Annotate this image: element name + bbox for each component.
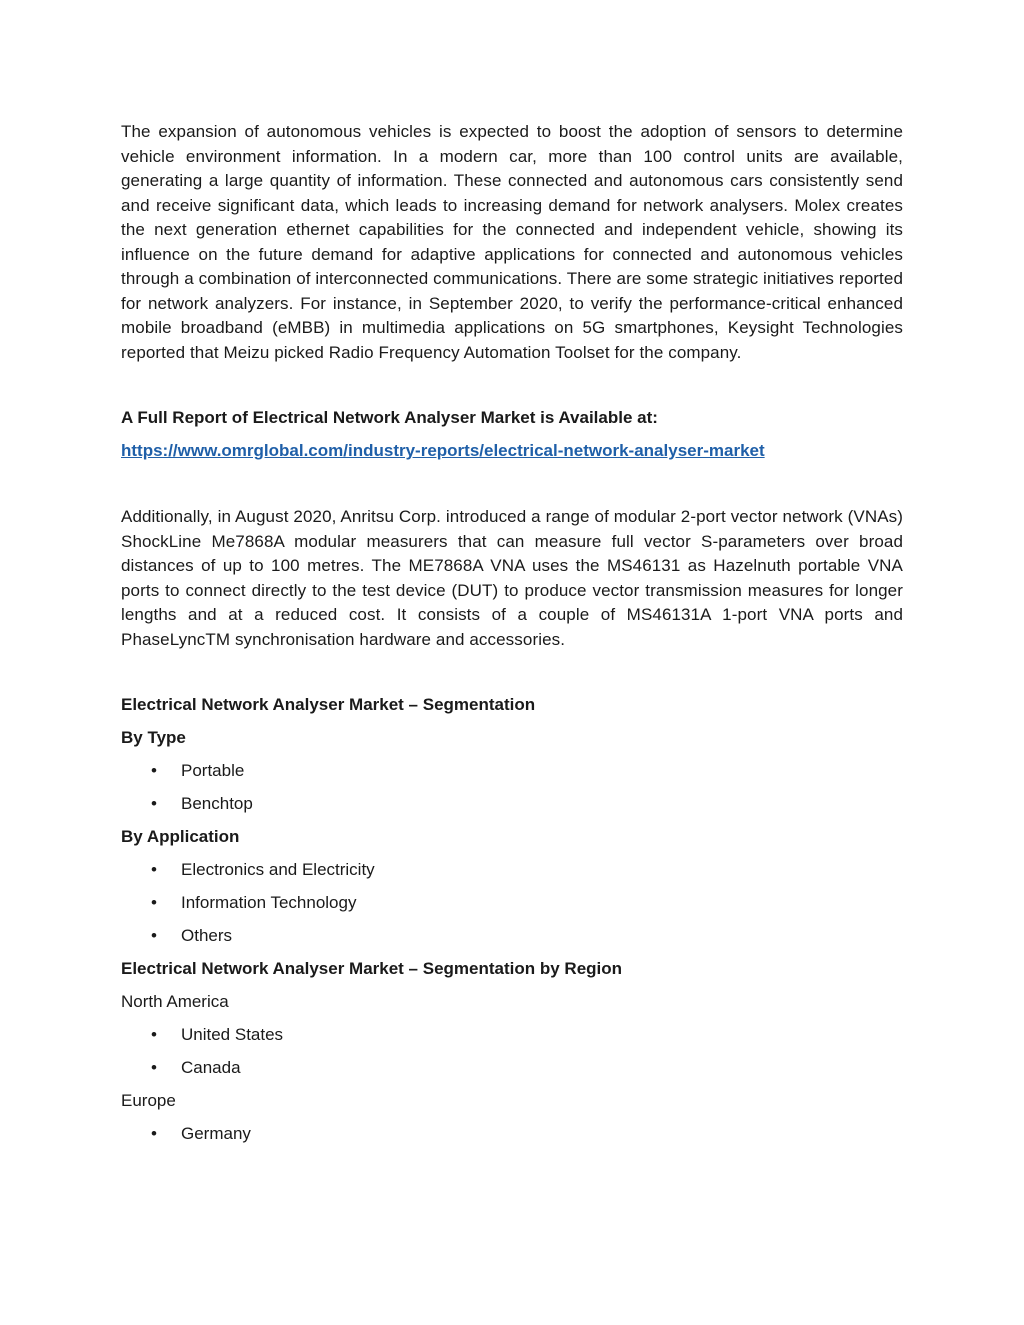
list-item <box>121 891 903 915</box>
intro-paragraph: The expansion of autonomous vehicles is expected to boost the adoption of sensors to determine vehicle environment information. In a modern car, more than 100 control units are available, generating a large quantity of information. These connected and autonomous cars consistently send and receive significant data, which leads to increasing demand for network analysers. Molex creates the next generation ethernet capabilities for the connected and independent vehicle, showing its influence on the future demand for adaptive applications for connected and autonomous vehicles through a combination of interconnected communications. There are some strategic initiatives reported for network analyzers. For instance, in September 2020, to verify the performance-critical enhanced mobile broadband (eMBB) in multimedia applications on 5G smartphones, Keysight Technologies reported that Meizu picked Radio Frequency Automation Toolset for the company. <box>121 122 903 362</box>
region-heading: Electrical Network Analyser Market – Segmentation by Region <box>121 959 623 978</box>
europe-list <box>121 1122 903 1146</box>
bullet-icon: • <box>151 794 157 813</box>
list-item-label: Information Technology <box>181 893 357 912</box>
by-application-heading: By Application <box>121 827 240 846</box>
list-item-label: United States <box>181 1025 284 1044</box>
north-america-list <box>121 1023 903 1080</box>
bullet-icon: • <box>151 926 157 945</box>
list-item-label: Canada <box>181 1058 241 1077</box>
bullet-icon: • <box>151 761 157 780</box>
list-item-label: Electronics and Electricity <box>181 860 375 879</box>
segmentation-heading: Electrical Network Analyser Market – Segmentation <box>121 695 536 714</box>
by-application-list <box>121 858 903 948</box>
bullet-icon: • <box>151 860 157 879</box>
by-type-heading: By Type <box>121 728 186 747</box>
list-item-label: Benchtop <box>181 794 253 813</box>
report-heading: A Full Report of Electrical Network Analyser Market is Available at: <box>121 408 658 427</box>
list-item-label: Germany <box>181 1124 251 1143</box>
europe-heading: Europe <box>121 1091 176 1110</box>
north-america-heading: North America <box>121 992 229 1011</box>
list-item <box>121 924 903 948</box>
bullet-icon: • <box>151 1124 157 1143</box>
list-item <box>121 792 903 816</box>
bullet-icon: • <box>151 893 157 912</box>
list-item-label: Portable <box>181 761 245 780</box>
list-item <box>121 858 903 882</box>
list-item <box>121 1056 903 1080</box>
list-item <box>121 759 903 783</box>
list-item <box>121 1023 903 1047</box>
list-item <box>121 1122 903 1146</box>
report-link[interactable]: https://www.omrglobal.com/industry-reports/electrical-network-analyser-market <box>121 441 765 460</box>
document-page <box>121 120 903 1155</box>
by-type-list <box>121 759 903 816</box>
second-paragraph: Additionally, in August 2020, Anritsu Corp. introduced a range of modular 2-port vector network (VNAs) ShockLine Me7868A modular measurers that can measure full vector S-parameters over broad distances of up to 100 metres. The ME7868A VNA uses the MS46131 as Hazelnuth portable VNA ports to connect directly to the test device (DUT) to produce vector transmission measures for longer lengths and at a reduced cost. It consists of a couple of MS46131A 1-port VNA ports and PhaseLyncTM synchronisation hardware and accessories. <box>121 507 903 649</box>
bullet-icon: • <box>151 1025 157 1044</box>
list-item-label: Others <box>181 926 233 945</box>
bullet-icon: • <box>151 1058 157 1077</box>
